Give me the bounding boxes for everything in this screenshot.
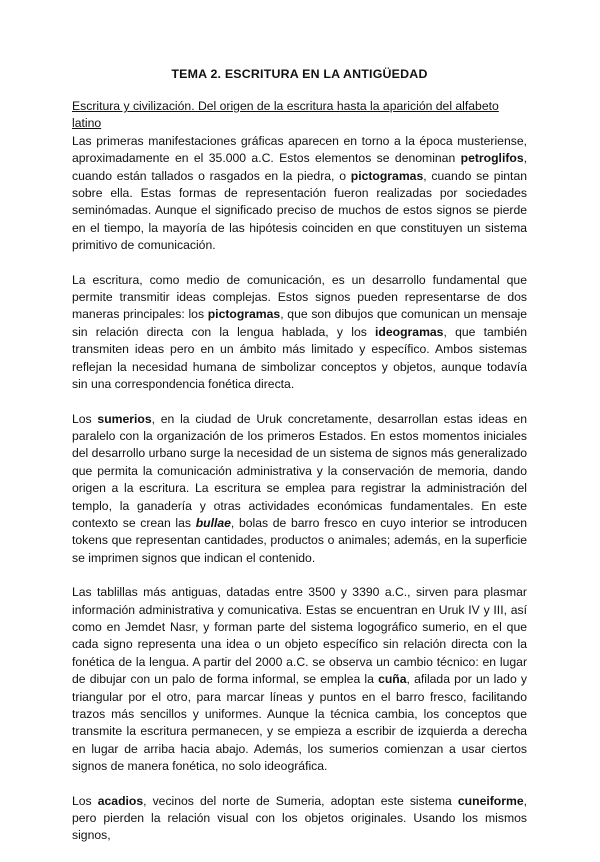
emphasis-term: acadios <box>97 793 144 808</box>
text-run: Los <box>72 793 98 808</box>
text-run: , vecinos del norte de Sumeria, adoptan este sistema <box>143 793 458 808</box>
text-run: , en la ciudad de Uruk concretamente, desarrollan estas ideas en paralelo con la organización de los primeros Estados. En estos momentos iniciales del desarrollo urbano surge la necesidad de un sistema de signos más generalizado que permita la comunicación administrativa y la conservación de memoria, dando origen a la escritura. La escritura se emplea para registrar la administración del templo, la ganadería y otras actividades económicas fundamentales. En este contexto se crean las <box>72 411 527 530</box>
document-page <box>72 66 527 862</box>
paragraph <box>72 584 527 775</box>
paragraph <box>72 272 527 394</box>
text-run: , bolas de barro fresco en cuyo interior se introducen tokens que representan cantidades, productos o animales; además, en la superficie se imprimen signos que indican el contenido. <box>72 515 527 565</box>
paragraph <box>72 793 527 845</box>
text-run: Los <box>72 411 98 426</box>
document-body <box>72 133 527 845</box>
section-subtitle: Escritura y civilización. Del origen de la escritura hasta la aparición del alfabeto latino <box>72 99 499 131</box>
document-title: TEMA 2. ESCRITURA EN LA ANTIGÜEDAD <box>171 67 428 81</box>
emphasis-term: petroglifos <box>460 151 524 166</box>
text-run: Las primeras manifestaciones gráficas aparecen en torno a la época musteriense, aproximadamente en el 35.000 a.C. Estos elementos se denominan <box>72 133 527 166</box>
emphasis-term: cuña <box>378 672 407 687</box>
paragraph <box>72 411 527 568</box>
text-run: , pero pierden la relación visual con los objetos originales. Usando los mismos signos, <box>72 793 527 843</box>
paragraph <box>72 133 527 255</box>
text-run: , cuando se pintan sobre ella. Estas formas de representación fueron realizadas por sociedades seminómadas. Aunque el significado preciso de muchos de estos signos se pierde en el tiempo, la mayoría de las hipótesis coinciden en que constituyen un sistema primitivo de comunicación. <box>72 168 527 253</box>
emphasis-term: ideogramas <box>375 324 444 339</box>
emphasis-term: bullae <box>195 515 231 530</box>
emphasis-term: sumerios <box>97 411 152 426</box>
emphasis-term: cuneiforme <box>457 793 524 808</box>
text-run: , afilada por un lado y triangular por el otro, para marcar líneas y puntos en el barro fresco, facilitando trazos más sencillos y uniformes. Aunque la técnica cambia, los conceptos que transmite la escritura permanecen, y se empieza a escribir de izquierda a derecha en lugar de arriba hacia abajo. Además, los sumerios comienzan a usar ciertos signos de manera fonética, no solo ideográfica. <box>72 672 527 774</box>
emphasis-term: pictogramas <box>207 307 281 322</box>
text-run: La escritura, como medio de comunicación, es un desarrollo fundamental que permite transmitir ideas complejas. Estos signos pueden representarse de dos maneras principales: los <box>72 272 527 322</box>
text-run: Las tablillas más antiguas, datadas entre 3500 y 3390 a.C., sirven para plasmar información administrativa y comunicativa. Estas se encuentran en Uruk IV y III, así como en Jemdet Nasr, y forman parte del sistema logográfico sumerio, en el que cada signo representa una idea o un objeto específico sin relación directa con la fonética de la lengua. A partir del 2000 a.C. se observa un cambio técnico: en lugar de dibujar con un palo de forma informal, se emplea la <box>72 585 527 687</box>
text-run: , que también transmiten ideas pero en un ámbito más limitado y específico. Ambos sistemas reflejan la necesidad humana de simbolizar conceptos y objetos, aunque todavía sin una correspondencia fonética directa. <box>72 324 527 392</box>
emphasis-term: pictogramas <box>350 168 424 183</box>
text-run: , cuando están tallados o rasgados en la piedra, o <box>72 151 527 183</box>
text-run: , que son dibujos que comunican un mensaje sin relación directa con la lengua hablada, y los <box>72 307 527 339</box>
